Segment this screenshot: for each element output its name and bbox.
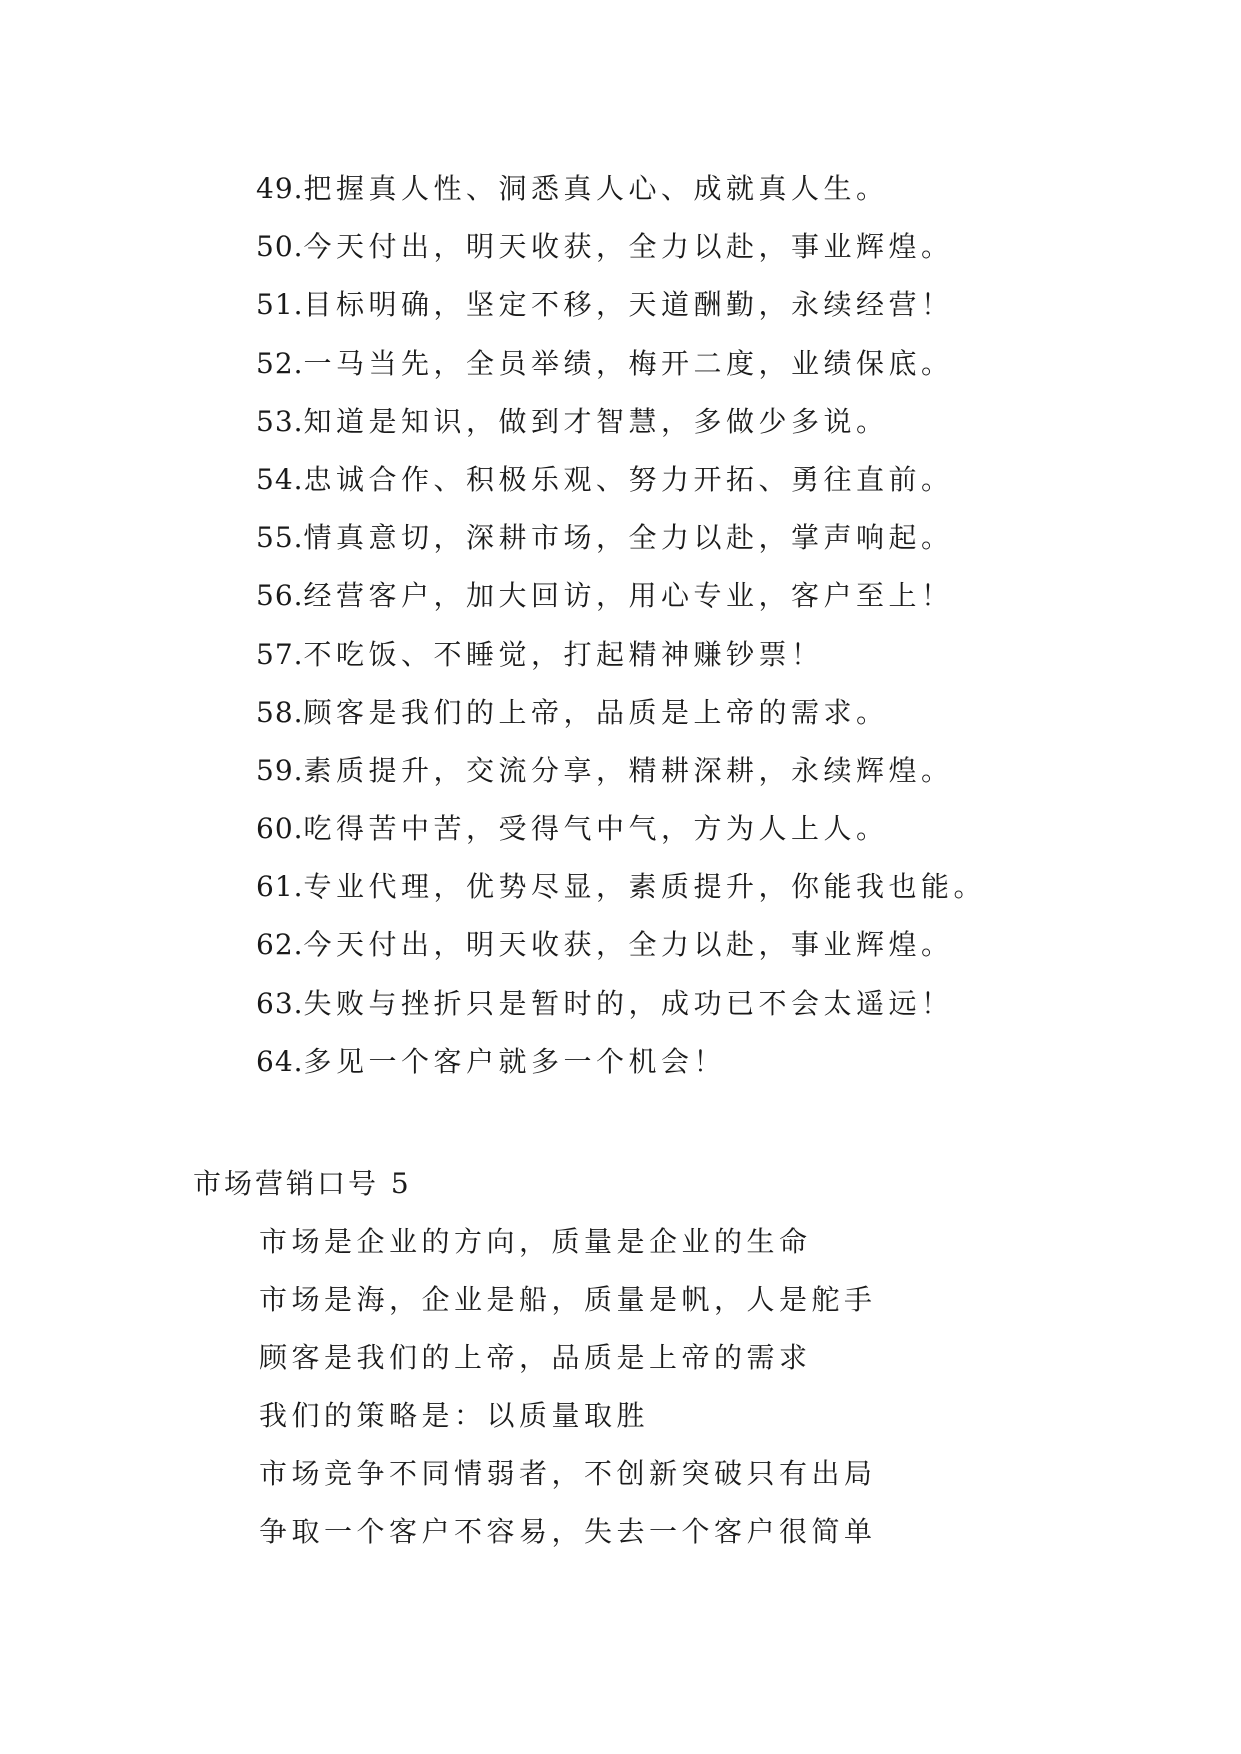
- item-text: 吃得苦中苦，受得气中气，方为人上人。: [303, 812, 889, 846]
- item-text: 情真意切，深耕市场，全力以赴，掌声响起。: [303, 521, 954, 555]
- list-item: [256, 451, 986, 509]
- item-number: 61.: [256, 870, 304, 904]
- item-number: 64.: [256, 1044, 304, 1078]
- item-number: 50.: [256, 230, 304, 264]
- item-text: 多见一个客户就多一个机会！: [303, 1044, 727, 1078]
- item-text: 知道是知识，做到才智慧，多做少多说。: [303, 404, 889, 438]
- section-slogan-list: [259, 1213, 877, 1561]
- item-text: 顾客是我们的上帝，品质是上帝的需求。: [303, 695, 889, 729]
- slogan-line: 顾客是我们的上帝，品质是上帝的需求: [259, 1341, 812, 1374]
- item-text: 目标明确，坚定不移，天道酬勤，永续经营！: [303, 288, 954, 322]
- list-item: [256, 567, 986, 625]
- slogan-line: 市场竞争不同情弱者，不创新突破只有出局: [259, 1457, 877, 1490]
- list-item: [256, 742, 986, 800]
- item-number: 62.: [256, 928, 304, 962]
- item-number: 52.: [256, 346, 304, 380]
- item-text: 今天付出，明天收获，全力以赴，事业辉煌。: [303, 230, 954, 264]
- numbered-slogan-list: [256, 160, 986, 1091]
- list-item: [256, 393, 986, 451]
- list-item: [256, 684, 986, 742]
- list-item: [256, 276, 986, 334]
- item-number: 49.: [256, 172, 304, 205]
- list-item: [256, 800, 986, 858]
- slogan-line: 市场是海，企业是船，质量是帆，人是舵手: [259, 1283, 877, 1316]
- item-number: 58.: [256, 695, 304, 729]
- item-text: 今天付出，明天收获，全力以赴，事业辉煌。: [303, 928, 954, 962]
- list-item: [256, 858, 986, 916]
- item-text: 把握真人性、洞悉真人心、成就真人生。: [303, 172, 889, 205]
- item-number: 53.: [256, 404, 304, 438]
- list-item: [256, 509, 986, 567]
- item-text: 失败与挫折只是暂时的，成功已不会太遥远！: [303, 986, 954, 1020]
- section-heading: 市场营销口号 5: [193, 1167, 412, 1200]
- list-item: [256, 975, 986, 1033]
- list-item: [256, 916, 986, 974]
- item-text: 不吃饭、不睡觉，打起精神赚钞票！: [303, 637, 824, 671]
- item-number: 51.: [256, 288, 304, 322]
- list-item: [256, 1033, 986, 1091]
- list-item: [256, 218, 986, 276]
- item-text: 经营客户，加大回访，用心专业，客户至上！: [303, 579, 954, 613]
- item-number: 55.: [256, 521, 304, 555]
- list-item: [256, 160, 986, 218]
- item-text: 忠诚合作、积极乐观、努力开拓、勇往直前。: [303, 462, 954, 496]
- item-number: 57.: [256, 637, 304, 671]
- item-text: 素质提升，交流分享，精耕深耕，永续辉煌。: [303, 753, 954, 787]
- slogan-line: 市场是企业的方向，质量是企业的生命: [259, 1225, 812, 1258]
- list-item: [256, 335, 986, 393]
- list-item: [256, 626, 986, 684]
- item-number: 56.: [256, 579, 304, 613]
- slogan-line: 争取一个客户不容易，失去一个客户很简单: [259, 1515, 877, 1548]
- slogan-line: 我们的策略是：以质量取胜: [259, 1399, 650, 1432]
- item-text: 专业代理，优势尽显，素质提升，你能我也能。: [303, 870, 987, 904]
- item-number: 54.: [256, 462, 304, 496]
- item-number: 60.: [256, 812, 304, 846]
- item-text: 一马当先，全员举绩，梅开二度，业绩保底。: [303, 346, 954, 380]
- item-number: 59.: [256, 753, 304, 787]
- item-number: 63.: [256, 986, 304, 1020]
